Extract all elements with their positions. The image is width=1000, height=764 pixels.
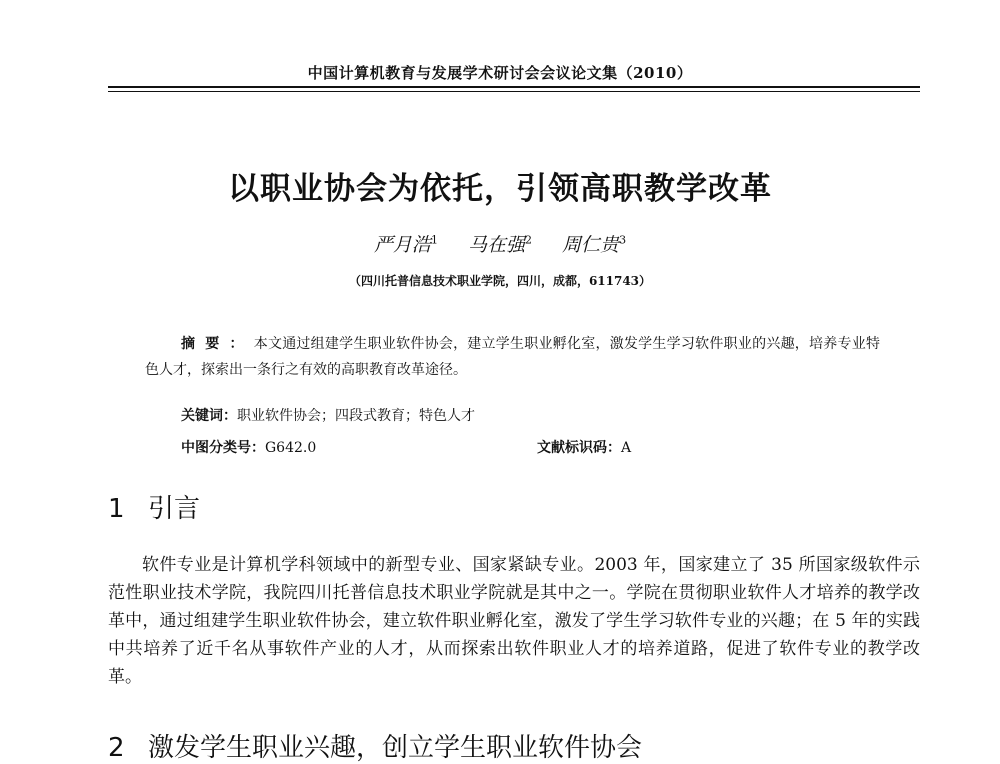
section-number: 1 [108,494,125,524]
paper-title: 以职业协会为依托，引领高职教学改革 [228,171,772,207]
document-code [537,437,631,457]
body-paragraph: 软件专业是计算机学科领域中的新型专业、国家紧缺专业。2003 年，国家建立了 35 所国家级软件示范性职业技术学院，我院四川托普信息技术职业学院就是其中之一。学院在贯彻职业软件人才培养的教学改革中，通过组建学生职业软件协会，建立软件职业孵化室，激发了学生学习软件专业的兴趣；在 5 年的实践中共培养了近千名从事软件产业的人才，从而探索出软件职业人才的培养道路，促进了软件专业的教学改革。 [108,555,920,687]
author-2 [468,234,532,256]
author-superscript: 2 [525,233,532,247]
section-heading-2 [108,727,642,764]
author-list [0,230,1000,257]
section-heading-1 [108,488,200,525]
header-rule-thick [108,86,920,88]
section-title: 激发学生职业兴趣，创立学生职业软件协会 [148,733,643,763]
classification-value: G642.0 [265,440,317,456]
document-code-value: A [621,440,632,456]
abstract-label: 摘要： [181,336,254,352]
header-rule-thin [108,91,920,92]
section-title: 引言 [148,494,201,524]
author-superscript: 1 [430,233,438,247]
affiliation: （四川托普信息技术职业学院，四川，成都，611743） [348,274,652,288]
section-number: 2 [108,733,125,763]
keywords-text: 职业软件协会；四段式教育；特色人才 [237,408,475,424]
classification-label: 中图分类号： [181,440,265,456]
author-superscript: 3 [619,233,627,247]
running-header: 中国计算机教育与发展学术研讨会会议论文集（2010） [307,64,693,82]
abstract-text: 本文通过组建学生职业软件协会，建立学生职业孵化室，激发学生学习软件职业的兴趣，培养专业特色人才，探索出一条行之有效的高职教育改革途径。 [145,336,880,378]
author-1 [374,234,438,256]
abstract [145,331,880,383]
author-name: 马在强 [467,234,525,256]
document-code-label: 文献标识码： [537,440,621,456]
author-3 [562,234,626,256]
author-name: 周仁贵 [562,234,620,256]
classification-number [181,437,316,457]
keywords-label: 关键词： [181,408,237,424]
keywords [181,405,475,425]
author-name: 严月浩 [373,234,431,256]
